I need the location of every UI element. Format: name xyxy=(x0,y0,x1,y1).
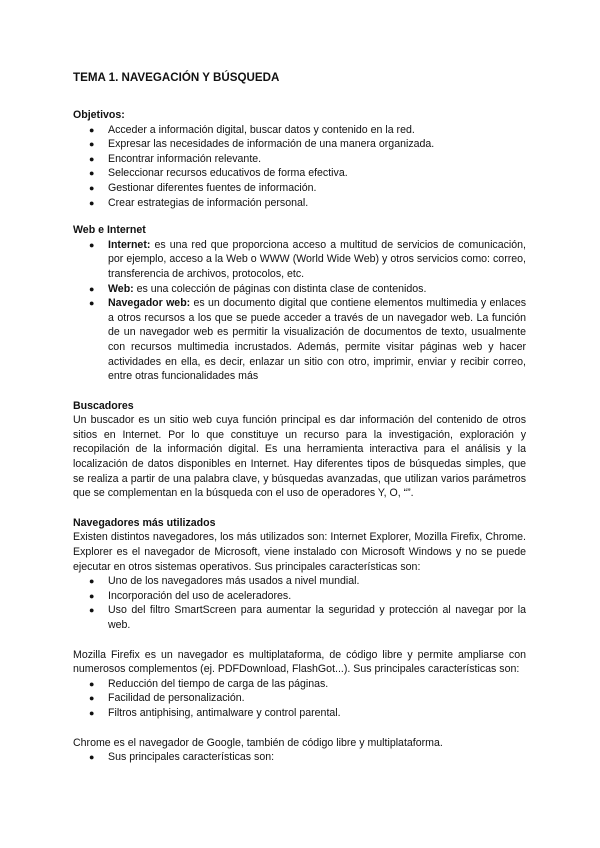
list-item: ● Expresar las necesidades de información de una manera organizada. xyxy=(73,137,526,152)
term-navegador: Navegador web: xyxy=(108,297,191,310)
document-title: TEMA 1. NAVEGACIÓN Y BÚSQUEDA xyxy=(73,71,280,84)
list-item: ● Sus principales características son: xyxy=(73,750,526,765)
definition-internet: es una red que proporciona acceso a multitud de servicios de comunicación, por ejemplo, acceso a la Web o WWW (World Wide Web) y otros servicios como: correo, transferencia de archivos, protocolos, etc. xyxy=(108,238,526,280)
definition-navegador: es un documento digital que contiene elementos multimedia y enlaces a otros recursos a los que se puede acceder a través de un navegador web. La función de un navegador web es permitir la visualización de documentos de texto, usualmente con recursos multimedia incrustados. Además, permite visitar páginas web y hacer actividades en ella, es decir, enlazar un sitio con otro, imprimir, enviar y recibir correo, entre otras funcionalidades más xyxy=(108,297,527,383)
web-list xyxy=(73,238,526,384)
chrome-list xyxy=(73,750,526,765)
firefox-paragraph: Mozilla Firefix es un navegador es multiplataforma, de código libre y permite ampliarse con numerosos complementos (ej. PDFDownload, FlashGot...). Sus principales características son: xyxy=(73,648,526,676)
term-internet: Internet: xyxy=(108,238,151,251)
list-item xyxy=(73,282,526,297)
list-item: ● Facilidad de personalización. xyxy=(73,691,526,706)
list-item: ● Seleccionar recursos educativos de forma efectiva. xyxy=(73,166,526,181)
term-web: Web: xyxy=(108,282,134,295)
list-item: ● Encontrar información relevante. xyxy=(73,152,526,167)
document-content xyxy=(73,70,526,765)
list-item: ● Acceder a información digital, buscar datos y contenido en la red. xyxy=(73,123,526,138)
buscadores-paragraph: Un buscador es un sitio web cuya función principal es dar información del contenido de otros sitios en Internet. Por lo que constituye un recurso para la investigación, exploración y recopilación de la información digital. Es una herramienta interactiva para el análisis y la localización de datos disponibles en Internet. Hay diferentes tipos de búsquedas simples, que se realiza a partir de una palabra clave, y búsquedas avanzadas, que utilizan varios parámetros que se complementan en la búsqueda con el uso de operadores Y, O, “”. xyxy=(73,414,526,500)
list-item: ● Uno de los navegadores más usados a nivel mundial. xyxy=(73,574,526,589)
list-item: ● Gestionar diferentes fuentes de información. xyxy=(73,181,526,196)
buscadores-heading: Buscadores xyxy=(73,399,134,412)
list-item: ● Uso del filtro SmartScreen para aumentar la seguridad y protección al navegar por la web. xyxy=(73,603,526,632)
web-heading: Web e Internet xyxy=(73,224,146,237)
list-item xyxy=(73,296,526,384)
list-item: ● Filtros antiphising, antimalware y control parental. xyxy=(73,706,526,721)
list-item xyxy=(73,238,526,282)
list-item: ● Reducción del tiempo de carga de las páginas. xyxy=(73,677,526,692)
explorer-list xyxy=(73,574,526,632)
navegadores-intro: Existen distintos navegadores, los más utilizados son: Internet Explorer, Mozilla Firefix, Chrome. Explorer es el navegador de Microsoft, viene instalado con Microsoft Windows y no se puede ejecutar en otros sistemas operativos. Sus principales características son: xyxy=(73,531,526,573)
definition-web: es una colección de páginas con distinta clase de contenidos. xyxy=(133,282,427,295)
list-item: ● Crear estrategias de información personal. xyxy=(73,196,526,211)
navegadores-heading: Navegadores más utilizados xyxy=(73,516,216,529)
list-item: ● Incorporación del uso de aceleradores. xyxy=(73,589,526,604)
objetivos-heading: Objetivos: xyxy=(73,109,125,121)
objetivos-list xyxy=(73,123,526,211)
firefox-list xyxy=(73,677,526,721)
chrome-paragraph: Chrome es el navegador de Google, también de código libre y multiplataforma. xyxy=(73,736,443,749)
